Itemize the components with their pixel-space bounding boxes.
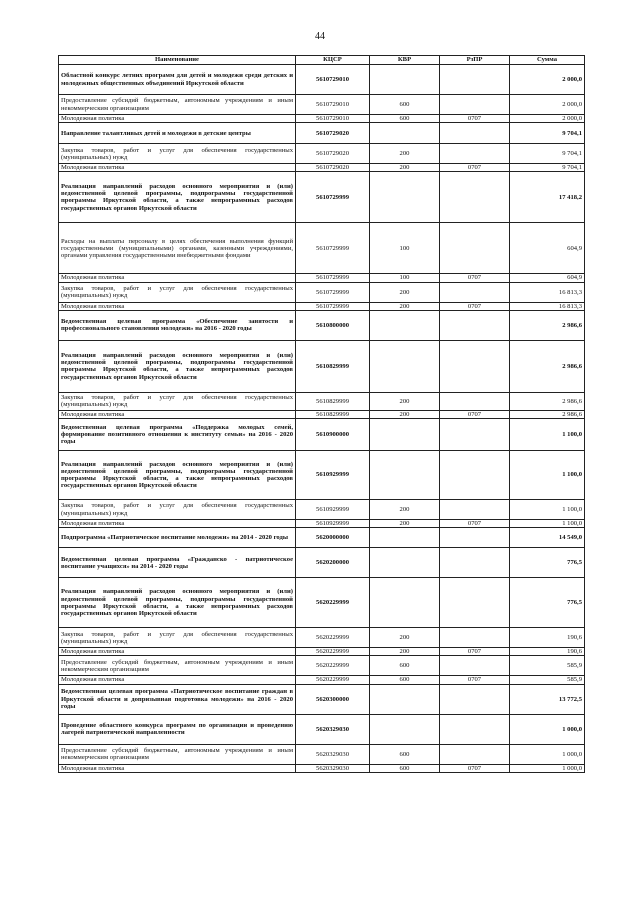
row-rzpr-cell [440, 744, 510, 764]
row-sum-cell: 1 100,0 [510, 500, 585, 520]
row-name-cell: Закупка товаров, работ и услуг для обеспечения государственных (муниципальных) нужд [59, 282, 296, 302]
table-row [59, 744, 585, 764]
row-kvr-cell: 100 [370, 274, 440, 282]
row-sum-cell: 2 000,0 [510, 115, 585, 123]
row-kcsr-cell: 5620229999 [296, 628, 370, 648]
row-name-cell: Закупка товаров, работ и услуг для обеспечения государственных (муниципальных) нужд [59, 500, 296, 520]
header-kvr: КВР [370, 56, 440, 65]
row-kcsr-cell: 5610729999 [296, 172, 370, 223]
table-row [59, 628, 585, 648]
row-kvr-cell: 600 [370, 676, 440, 684]
table-row [59, 528, 585, 548]
row-rzpr-cell: 0707 [440, 764, 510, 772]
row-sum-cell: 9 704,1 [510, 123, 585, 144]
row-kcsr-cell: 5610929999 [296, 451, 370, 500]
table-row [59, 410, 585, 418]
row-sum-cell: 585,9 [510, 656, 585, 676]
row-rzpr-cell: 0707 [440, 274, 510, 282]
row-sum-cell: 14 549,0 [510, 528, 585, 548]
row-kvr-cell: 200 [370, 282, 440, 302]
row-kcsr-cell: 5620229999 [296, 656, 370, 676]
row-kcsr-cell: 5610729999 [296, 302, 370, 310]
row-name-cell: Областной конкурс летних программ для детей и молодежи среди детских и молодежных общественных объединений Иркутской области [59, 65, 296, 95]
row-kvr-cell [370, 340, 440, 392]
table-row [59, 764, 585, 772]
row-rzpr-cell: 0707 [440, 302, 510, 310]
row-rzpr-cell: 0707 [440, 410, 510, 418]
row-kcsr-cell: 5610900000 [296, 419, 370, 451]
row-kvr-cell [370, 123, 440, 144]
row-rzpr-cell [440, 628, 510, 648]
row-name-cell: Предоставление субсидий бюджетным, автономным учреждениям и иным некоммерческим организациям [59, 95, 296, 115]
row-rzpr-cell [440, 95, 510, 115]
row-kcsr-cell: 5620329030 [296, 764, 370, 772]
row-name-cell: Ведомственная целевая программа «Патриотическое воспитание граждан в Иркутской области и допризывная подготовка молодежи» на 2016 - 2020 годы [59, 684, 296, 714]
row-kcsr-cell: 5610829999 [296, 392, 370, 410]
row-sum-cell: 604,9 [510, 223, 585, 274]
row-kcsr-cell: 5610729999 [296, 274, 370, 282]
row-rzpr-cell [440, 528, 510, 548]
budget-table [58, 55, 585, 773]
row-sum-cell: 776,5 [510, 578, 585, 628]
row-kvr-cell: 200 [370, 520, 440, 528]
table-row [59, 520, 585, 528]
row-rzpr-cell: 0707 [440, 115, 510, 123]
row-kvr-cell: 600 [370, 744, 440, 764]
row-name-cell: Ведомственная целевая программа «Обеспечение занятости и профессионального становления молодежи» на 2016 - 2020 годы [59, 310, 296, 340]
row-rzpr-cell: 0707 [440, 676, 510, 684]
row-kcsr-cell: 5610829999 [296, 410, 370, 418]
row-name-cell: Молодежная политика [59, 274, 296, 282]
row-kvr-cell: 200 [370, 164, 440, 172]
row-name-cell: Молодежная политика [59, 115, 296, 123]
row-name-cell: Предоставление субсидий бюджетным, автономным учреждениям и иным некоммерческим организациям [59, 656, 296, 676]
table-row [59, 95, 585, 115]
row-name-cell: Молодежная политика [59, 302, 296, 310]
row-kvr-cell: 200 [370, 500, 440, 520]
row-name-cell: Молодежная политика [59, 676, 296, 684]
row-kcsr-cell: 5610729020 [296, 123, 370, 144]
row-rzpr-cell [440, 578, 510, 628]
header-rzpr: РзПР [440, 56, 510, 65]
row-rzpr-cell [440, 65, 510, 95]
row-name-cell: Молодежная политика [59, 164, 296, 172]
row-name-cell: Реализация направлений расходов основного мероприятия и (или) ведомственной целевой программы, подпрограммы государственной программы Иркутской области, а также непрограммных расходов государственных органов Иркутской области [59, 340, 296, 392]
row-name-cell: Реализация направлений расходов основного мероприятия и (или) ведомственной целевой программы, подпрограммы государственной программы Иркутской области, а также непрограммных расходов государственных органов Иркутской области [59, 172, 296, 223]
row-kvr-cell [370, 451, 440, 500]
row-kvr-cell [370, 684, 440, 714]
row-kvr-cell [370, 65, 440, 95]
table-body [59, 65, 585, 773]
table-row [59, 578, 585, 628]
row-name-cell: Расходы на выплаты персоналу в целях обеспечения выполнения функций государственными (муниципальными) органами, казенными учреждениями, органами управления государственными внебюджетными фондами [59, 223, 296, 274]
header-kcsr: КЦСР [296, 56, 370, 65]
row-kcsr-cell: 5610929999 [296, 500, 370, 520]
row-kvr-cell [370, 419, 440, 451]
row-rzpr-cell [440, 123, 510, 144]
row-rzpr-cell [440, 656, 510, 676]
row-sum-cell: 16 813,3 [510, 282, 585, 302]
row-kcsr-cell: 5620000000 [296, 528, 370, 548]
table-row [59, 274, 585, 282]
row-kcsr-cell: 5620300000 [296, 684, 370, 714]
row-sum-cell: 604,9 [510, 274, 585, 282]
table-row [59, 500, 585, 520]
table-row [59, 115, 585, 123]
row-kcsr-cell: 5610729999 [296, 282, 370, 302]
row-rzpr-cell [440, 419, 510, 451]
row-name-cell: Проведение областного конкурса программ по организации и проведению лагерей патриотической направленности [59, 714, 296, 744]
row-kvr-cell [370, 548, 440, 578]
row-name-cell: Молодежная политика [59, 410, 296, 418]
row-sum-cell: 13 772,5 [510, 684, 585, 714]
row-sum-cell: 2 000,0 [510, 65, 585, 95]
table-row [59, 123, 585, 144]
table-row [59, 310, 585, 340]
row-name-cell: Подпрограмма «Патриотическое воспитание молодежи» на 2014 - 2020 годы [59, 528, 296, 548]
table-row [59, 223, 585, 274]
row-sum-cell: 190,6 [510, 648, 585, 656]
row-sum-cell: 776,5 [510, 548, 585, 578]
row-name-cell: Закупка товаров, работ и услуг для обеспечения государственных (муниципальных) нужд [59, 628, 296, 648]
row-sum-cell: 2 986,6 [510, 392, 585, 410]
table-row [59, 282, 585, 302]
row-rzpr-cell [440, 548, 510, 578]
table-row [59, 656, 585, 676]
row-kvr-cell [370, 714, 440, 744]
row-kvr-cell [370, 578, 440, 628]
row-kcsr-cell: 5620229999 [296, 676, 370, 684]
row-rzpr-cell: 0707 [440, 164, 510, 172]
row-kvr-cell: 200 [370, 410, 440, 418]
row-kvr-cell [370, 172, 440, 223]
row-name-cell: Молодежная политика [59, 520, 296, 528]
row-rzpr-cell [440, 714, 510, 744]
table-row [59, 302, 585, 310]
row-kvr-cell: 600 [370, 95, 440, 115]
row-sum-cell: 2 986,6 [510, 310, 585, 340]
row-name-cell: Молодежная политика [59, 764, 296, 772]
row-name-cell: Ведомственная целевая программа «Гражданско - патриотическое воспитание учащихся» на 2014 - 2020 годы [59, 548, 296, 578]
row-sum-cell: 2 986,6 [510, 340, 585, 392]
table-row [59, 65, 585, 95]
row-sum-cell: 2 986,6 [510, 410, 585, 418]
row-rzpr-cell [440, 310, 510, 340]
row-name-cell: Закупка товаров, работ и услуг для обеспечения государственных (муниципальных) нужд [59, 392, 296, 410]
row-kvr-cell: 200 [370, 648, 440, 656]
row-kvr-cell: 200 [370, 144, 440, 164]
row-sum-cell: 1 100,0 [510, 419, 585, 451]
row-sum-cell: 1 100,0 [510, 520, 585, 528]
row-kcsr-cell: 5610929999 [296, 520, 370, 528]
row-kcsr-cell: 5610729010 [296, 95, 370, 115]
row-sum-cell: 17 418,2 [510, 172, 585, 223]
row-rzpr-cell [440, 144, 510, 164]
row-kcsr-cell: 5620229999 [296, 578, 370, 628]
table-row [59, 392, 585, 410]
row-kcsr-cell: 5610729010 [296, 115, 370, 123]
row-kvr-cell: 200 [370, 392, 440, 410]
row-sum-cell: 9 704,1 [510, 144, 585, 164]
table-row [59, 340, 585, 392]
row-kcsr-cell: 5610800000 [296, 310, 370, 340]
row-rzpr-cell [440, 451, 510, 500]
table-row [59, 164, 585, 172]
row-kcsr-cell: 5610729999 [296, 223, 370, 274]
row-sum-cell: 1 100,0 [510, 451, 585, 500]
row-name-cell: Молодежная политика [59, 648, 296, 656]
row-sum-cell: 2 000,0 [510, 95, 585, 115]
page-number: 44 [315, 31, 325, 42]
table-row [59, 548, 585, 578]
table-row [59, 419, 585, 451]
table-row [59, 684, 585, 714]
row-kvr-cell: 100 [370, 223, 440, 274]
table-header-row [59, 56, 585, 65]
row-rzpr-cell [440, 172, 510, 223]
row-rzpr-cell [440, 500, 510, 520]
table-row [59, 676, 585, 684]
header-name: Наименование [59, 56, 296, 65]
row-sum-cell: 1 000,0 [510, 764, 585, 772]
table-row [59, 451, 585, 500]
row-kcsr-cell: 5620329030 [296, 744, 370, 764]
header-sum: Сумма [510, 56, 585, 65]
row-kcsr-cell: 5610829999 [296, 340, 370, 392]
row-name-cell: Ведомственная целевая программа «Поддержка молодых семей, формирование позитивного отношения к институту семьи» на 2016 - 2020 годы [59, 419, 296, 451]
row-sum-cell: 9 704,1 [510, 164, 585, 172]
row-kvr-cell [370, 310, 440, 340]
row-kcsr-cell: 5610729020 [296, 144, 370, 164]
row-kcsr-cell: 5610729020 [296, 164, 370, 172]
row-kvr-cell [370, 528, 440, 548]
table-row [59, 172, 585, 223]
table-row [59, 648, 585, 656]
row-sum-cell: 16 813,3 [510, 302, 585, 310]
row-name-cell: Реализация направлений расходов основного мероприятия и (или) ведомственной целевой программы, подпрограммы государственной программы Иркутской области, а также непрограммных расходов государственных органов Иркутской области [59, 578, 296, 628]
row-rzpr-cell [440, 223, 510, 274]
row-kvr-cell: 600 [370, 656, 440, 676]
row-kcsr-cell: 5620200000 [296, 548, 370, 578]
row-name-cell: Закупка товаров, работ и услуг для обеспечения государственных (муниципальных) нужд [59, 144, 296, 164]
row-kcsr-cell: 5620329030 [296, 714, 370, 744]
row-rzpr-cell [440, 282, 510, 302]
row-rzpr-cell [440, 340, 510, 392]
row-kcsr-cell: 5620229999 [296, 648, 370, 656]
row-kvr-cell: 600 [370, 764, 440, 772]
row-kvr-cell: 200 [370, 302, 440, 310]
row-rzpr-cell [440, 392, 510, 410]
row-rzpr-cell: 0707 [440, 520, 510, 528]
row-sum-cell: 1 000,0 [510, 714, 585, 744]
table-row [59, 714, 585, 744]
table-row [59, 144, 585, 164]
row-sum-cell: 190,6 [510, 628, 585, 648]
row-kvr-cell: 600 [370, 115, 440, 123]
row-sum-cell: 1 000,0 [510, 744, 585, 764]
row-sum-cell: 585,9 [510, 676, 585, 684]
row-name-cell: Направление талантливых детей и молодежи в детские центры [59, 123, 296, 144]
row-rzpr-cell [440, 684, 510, 714]
row-rzpr-cell: 0707 [440, 648, 510, 656]
row-kcsr-cell: 5610729010 [296, 65, 370, 95]
row-name-cell: Предоставление субсидий бюджетным, автономным учреждениям и иным некоммерческим организациям [59, 744, 296, 764]
row-kvr-cell: 200 [370, 628, 440, 648]
row-name-cell: Реализация направлений расходов основного мероприятия и (или) ведомственной целевой программы, подпрограммы государственной программы Иркутской области, а также непрограммных расходов государственных органов Иркутской области [59, 451, 296, 500]
